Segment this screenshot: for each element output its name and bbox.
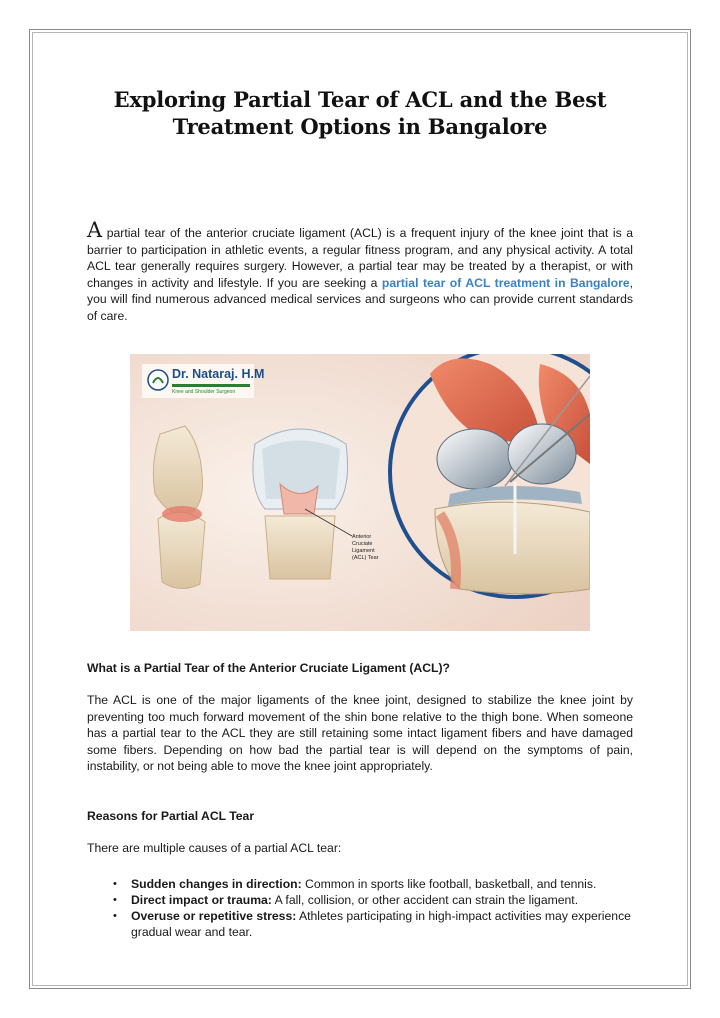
list-item-term: Direct impact or trauma: xyxy=(131,893,272,907)
bullet-icon: • xyxy=(113,894,117,906)
section-heading-what-is: What is a Partial Tear of the Anterior Cruciate Ligament (ACL)? xyxy=(87,661,450,675)
list-item-text: Common in sports like football, basketball, and tennis. xyxy=(301,877,597,891)
knee-illustration xyxy=(130,354,590,631)
title-line-2: Treatment Options in Bangalore xyxy=(172,114,548,139)
list-item xyxy=(87,892,633,908)
logo-emblem-icon xyxy=(147,369,169,391)
bullet-icon: • xyxy=(113,910,117,922)
drop-cap: A xyxy=(87,218,103,242)
intro-text-after-link: , you will find numerous advanced medical services and surgeons who can provide current standards of care. xyxy=(87,275,633,323)
list-item-text: Athletes participating in high-impact activities may experience gradual wear and tear. xyxy=(131,909,631,939)
section-heading-reasons: Reasons for Partial ACL Tear xyxy=(87,808,255,823)
logo-underline xyxy=(172,384,250,387)
logo-tagline: Knee and Shoulder Surgeon xyxy=(172,389,236,395)
list-item-term: Sudden changes in direction: xyxy=(131,877,302,891)
list-item-term: Overuse or repetitive stress: xyxy=(131,909,297,923)
section-body-what-is: The ACL is one of the major ligaments of the knee joint, designed to stabilize the knee joint by preventing too much forward movement of the shin bone relative to the thigh bone. When someone has a partial tear to the ACL they are still retaining some intact ligament fibers and have damaged some fibers. Depending on how bad the partial tear is will depend on the symptoms of pain, instability, or not being able to move the knee joint appropriately. xyxy=(87,693,633,773)
list-item xyxy=(87,876,633,892)
page-title xyxy=(87,86,633,140)
reasons-list xyxy=(87,876,633,940)
reasons-intro: There are multiple causes of a partial ACL tear: xyxy=(87,840,342,855)
intro-text-before-link: partial tear of the anterior cruciate ligament (ACL) is a frequent injury of the knee joint that is a barrier to participation in athletic events, a regular fitness program, and any physical activity. A total ACL tear generally requires surgery. However, a partial tear may be treated by a therapist, or with changes in activity and lifestyle. If you are seeking a xyxy=(87,226,633,290)
list-item xyxy=(87,908,633,940)
bullet-icon: • xyxy=(113,878,117,890)
acl-treatment-link[interactable]: partial tear of ACL treatment in Bangalore xyxy=(381,275,630,290)
list-item-text: A fall, collision, or other accident can strain the ligament. xyxy=(271,893,579,907)
document-body xyxy=(87,86,633,940)
intro-paragraph xyxy=(87,218,633,324)
clinic-logo xyxy=(142,364,265,398)
logo-name: Dr. Nataraj. H.M xyxy=(172,367,265,381)
title-line-1: Exploring Partial Tear of ACL and the Best xyxy=(113,87,607,112)
acl-tear-caption: Anterior Cruciate Ligament (ACL) Tear xyxy=(352,534,379,561)
